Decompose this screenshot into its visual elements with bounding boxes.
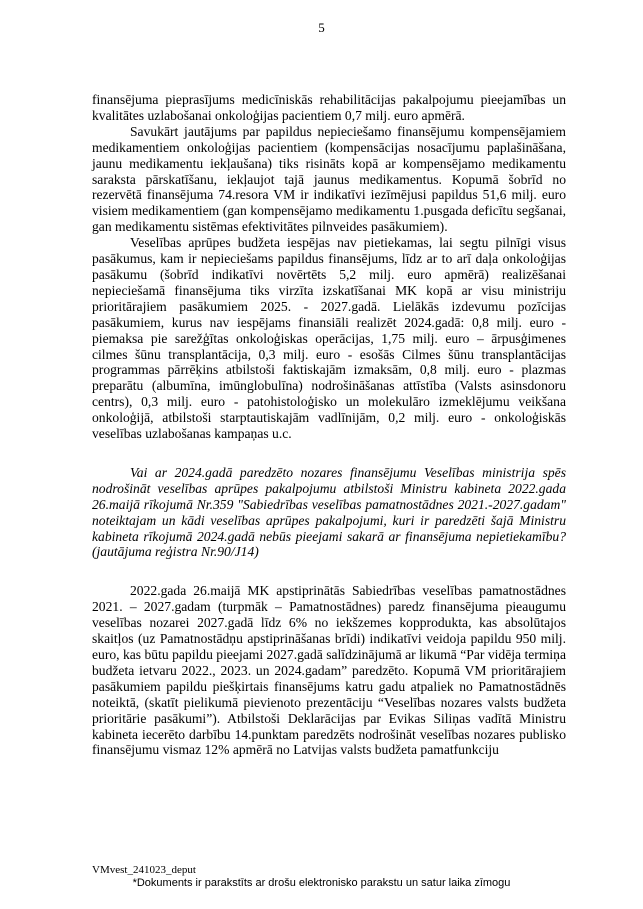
paragraph-question: Vai ar 2024.gadā paredzēto nozares finansējumu Veselības ministrija spēs nodrošināt veselības aprūpes pakalpojumu atbilstoši Ministru kabineta 2022.gada 26.maijā rīkojumā Nr.359 "Sabiedrības veselības pamatnostādnes 2021.-2027.gadam" noteiktajam un kādi veselības aprūpes pakalpojumi, kuri ir paredzēti šajā Ministru kabineta rīkojumā 2024.gadā nebūs pieejami sakarā ar finansējuma nepietiekamību? (jautājuma reģistra Nr.90/J14) <box>92 464 566 560</box>
signature-note: *Dokuments ir parakstīts ar drošu elektronisko parakstu un satur laika zīmogu <box>132 877 511 889</box>
document-body <box>92 92 566 758</box>
document-id: VMvest_241023_deput <box>92 864 196 876</box>
page-number: 5 <box>318 20 325 35</box>
paragraph-answer-guidelines: 2022.gada 26.maijā MK apstiprinātās Sabiedrības veselības pamatnostādnes 2021. – 2027.gadam (turpmāk – Pamatnostādnes) paredz finansējuma pieaugumu veselības nozarei 2027.gadā līdz 6% no iekšzemes kopprodukta, kas absolūtajos skaitļos (uz Pamatnostādņu apstiprināšanas brīdi) indikatīvi veidoja papildu 950 milj. euro, kas būtu papildu pieejami 2027.gadā salīdzinājumā ar likumā “Par vidēja termiņa budžeta ietvaru 2022., 2023. un 2024.gadam” paredzēto. Kopumā VM prioritārajiem pasākumiem papildu piešķirtais finansējums katru gadu atpaliek no Pamatnostādnēs noteiktā, (skatīt pielikumā pievienoto prezentāciju “Veselības nozares valsts budžeta prioritārie pasākumi”). Atbilstoši Deklarācijas par Evikas Siliņas vadītā Ministru kabineta iecerēto darbību 14.punktam paredzēts nodrošināt veselības nozares publisko finansējumu vismaz 12% apmērā no Latvijas valsts budžeta pamatfunkciju <box>92 583 566 758</box>
paragraph-rehabilitation-funding: finansējuma pieprasījums medicīniskās rehabilitācijas pakalpojumu pieejamības un kvalitātes uzlabošanai onkoloģijas pacientiem 0,7 milj. euro apmērā. <box>92 92 566 123</box>
paragraph-compensated-medicines: Savukārt jautājums par papildus nepieciešamo finansējumu kompensējamiem medikamentiem onkoloģijas pacientiem (kompensācijas nosacījumu paplašināšana, jaunu medikamentu iekļaušana) tiks risināts kopā ar kompensējamo medikamentu saraksta pārskatīšanu, iekļaujot tajā jaunus medikamentus. Kopumā šobrīd no rezervētā finansējuma 74.resora VM ir indikatīvi iezīmējusi papildus 51,6 milj. euro visiem medikamentiem (gan kompensējamo medikamentu 1.pusgada deficītu segšanai, gan medikamentu sistēmas efektivitātes pilnveides pasākumiem). <box>92 123 566 235</box>
paragraph-budget-limitations: Veselības aprūpes budžeta iespējas nav pietiekamas, lai segtu pilnīgi visus pasākumus, kam ir nepieciešams papildus finansējums, līdz ar to arī daļa onkoloģijas pasākumu (šobrīd indikatīvi novērtēts 5,2 milj. euro apmērā) realizēšanai nepieciešamā finansējuma tiks virzīta izskatīšanai MK kopā ar visu ministriju prioritārajiem pasākumiem 2025. - 2027.gadā. Lielākās izdevumu pozīcijas pasākumiem, kurus nav iespējams finansiāli realizēt 2024.gadā: 0,8 milj. euro - piemaksa pie sarežģītas onkoloģiskas operācijas, 1,75 milj. euro – ārpusģimenes cilmes šūnu transplantācija, 0,3 milj. euro - esošās Cilmes šūnu transplantācijas programmas pārrēķins atbilstoši faktiskajām izmaksām, 0,8 milj. euro - plazmas preparātu (albumīna, imūnglobulīna) nodrošināšanas attīstība (Valsts asinsdonoru centrs), 0,3 milj. euro - patohistoloģisko un molekulāro izmeklējumu veikšana onkoloģijā, atbilstoši starptautiskajām vadlīnijām, 0,2 milj. euro - onkoloģiskās veselības uzlabošanas kampaņas u.c. <box>92 235 566 442</box>
